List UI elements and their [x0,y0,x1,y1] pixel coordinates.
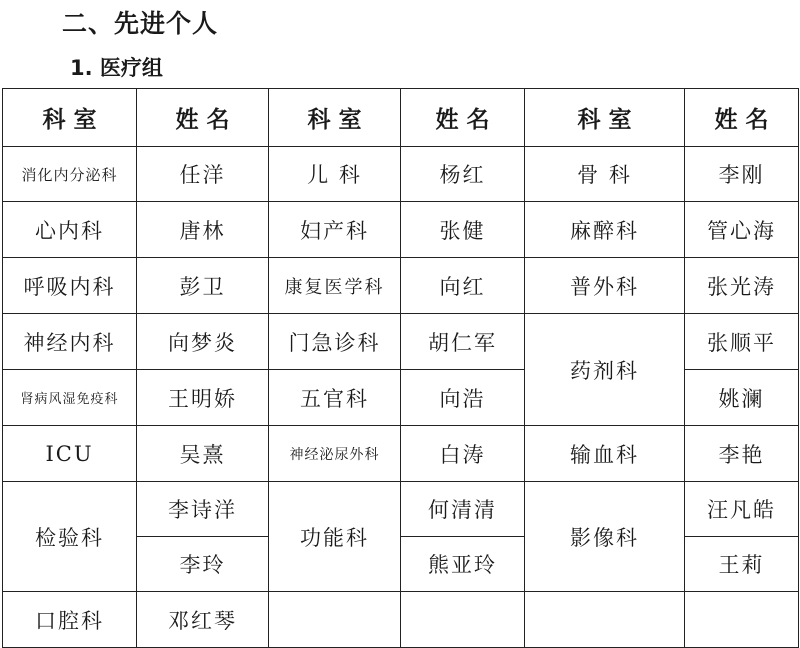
name-cell: 熊亚玲 [401,537,525,592]
name-cell: 向红 [401,258,525,314]
table-header-row [3,89,799,147]
name-cell: 杨红 [401,147,525,202]
dept-cell: 影像科 [525,482,685,592]
dept-cell: ICU [3,426,137,482]
header-dept: 科 室 [525,89,685,147]
header-dept: 科 室 [269,89,401,147]
dept-cell: 功能科 [269,482,401,592]
table-row [3,314,799,370]
name-cell: 汪凡皓 [685,482,799,537]
dept-cell: 康复医学科 [269,258,401,314]
table-row [3,482,799,537]
name-cell: 向梦炎 [137,314,269,370]
name-cell: 王莉 [685,537,799,592]
dept-cell: 儿 科 [269,147,401,202]
dept-cell: 麻醉科 [525,202,685,258]
dept-cell: 药剂科 [525,314,685,426]
dept-cell: 心内科 [3,202,137,258]
name-cell: 任洋 [137,147,269,202]
name-cell: 李刚 [685,147,799,202]
empty-cell [401,592,525,648]
empty-cell [269,592,401,648]
table-row [3,592,799,648]
table-row [3,426,799,482]
dept-cell: 普外科 [525,258,685,314]
name-cell: 何清清 [401,482,525,537]
name-cell: 邓红琴 [137,592,269,648]
header-name: 姓 名 [401,89,525,147]
dept-cell: 检验科 [3,482,137,592]
name-cell: 李玲 [137,537,269,592]
name-cell: 李诗洋 [137,482,269,537]
table-row [3,258,799,314]
dept-cell: 口腔科 [3,592,137,648]
dept-cell: 输血科 [525,426,685,482]
table-row [3,147,799,202]
name-cell: 姚澜 [685,370,799,426]
name-cell: 向浩 [401,370,525,426]
dept-cell: 骨 科 [525,147,685,202]
header-name: 姓 名 [137,89,269,147]
subsection-title: 1. 医疗组 [70,56,163,80]
name-cell: 张健 [401,202,525,258]
empty-cell [525,592,685,648]
name-cell: 胡仁军 [401,314,525,370]
header-name: 姓 名 [685,89,799,147]
dept-cell: 呼吸内科 [3,258,137,314]
dept-cell: 神经内科 [3,314,137,370]
empty-cell [685,592,799,648]
award-roster-table [2,88,799,648]
dept-cell: 妇产科 [269,202,401,258]
name-cell: 吴熹 [137,426,269,482]
header-dept: 科 室 [3,89,137,147]
dept-cell: 五官科 [269,370,401,426]
name-cell: 王明娇 [137,370,269,426]
name-cell: 张光涛 [685,258,799,314]
name-cell: 张顺平 [685,314,799,370]
name-cell: 管心海 [685,202,799,258]
section-title: 二、先进个人 [62,9,219,38]
name-cell: 李艳 [685,426,799,482]
dept-cell: 门急诊科 [269,314,401,370]
name-cell: 唐林 [137,202,269,258]
dept-cell: 神经泌尿外科 [269,426,401,482]
name-cell: 白涛 [401,426,525,482]
name-cell: 彭卫 [137,258,269,314]
dept-cell: 消化内分泌科 [3,147,137,202]
dept-cell: 肾病风湿免疫科 [3,370,137,426]
table-row [3,202,799,258]
